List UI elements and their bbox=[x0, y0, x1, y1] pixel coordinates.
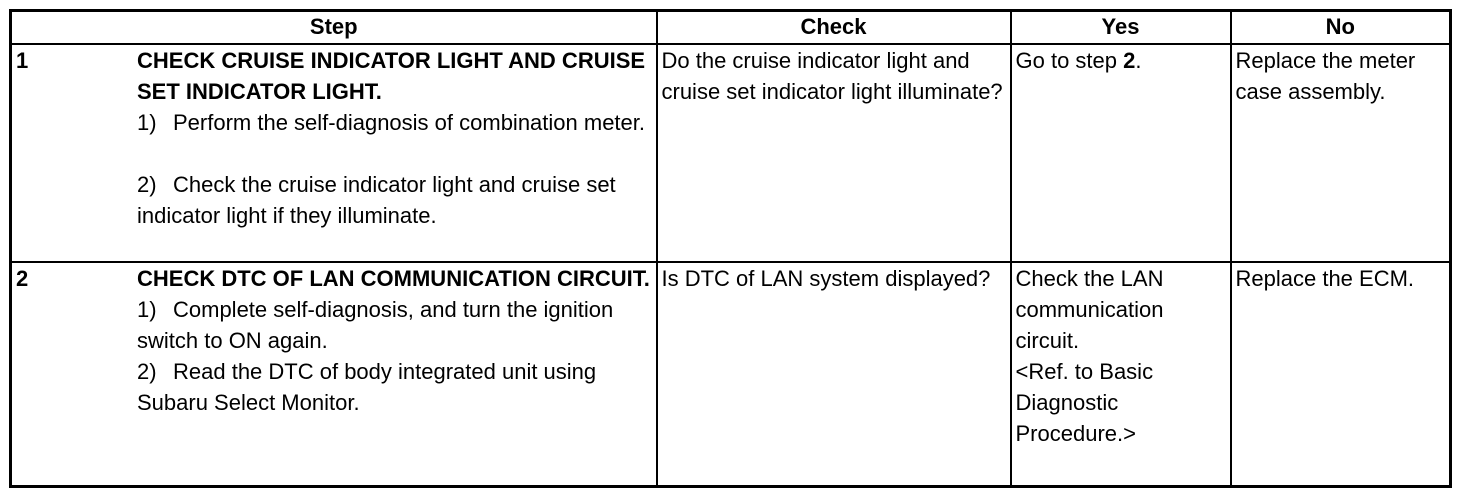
step-number: 1 bbox=[16, 48, 29, 73]
no-cell: Replace the ECM. bbox=[1231, 262, 1451, 487]
substep-number: 2) bbox=[137, 172, 157, 197]
step-title: CHECK DTC OF LAN COMMUNICATION CIRCUIT. bbox=[137, 265, 650, 291]
table-row bbox=[11, 262, 1451, 487]
table-row bbox=[11, 44, 1451, 262]
header-yes: Yes bbox=[1011, 11, 1231, 45]
substep bbox=[137, 169, 652, 231]
step-link[interactable]: 2 bbox=[1123, 48, 1136, 73]
header-step: Step bbox=[11, 11, 657, 45]
header-row bbox=[11, 11, 1451, 45]
step-cell bbox=[11, 44, 657, 262]
header-check: Check bbox=[657, 11, 1011, 45]
diagnostic-table bbox=[9, 9, 1452, 488]
substep-number: 1) bbox=[137, 110, 157, 135]
step-cell bbox=[11, 262, 657, 487]
substep-number: 2) bbox=[137, 358, 157, 384]
check-cell: Is DTC of LAN system displayed? bbox=[657, 262, 1011, 487]
substep-text: Complete self-diagnosis, and turn the ignition switch to ON again. bbox=[137, 296, 614, 353]
step-number: 2 bbox=[16, 265, 29, 291]
substep bbox=[137, 107, 652, 138]
step-body bbox=[137, 263, 652, 418]
reference-link[interactable]: <Ref. to Basic Diagnostic Procedure.> bbox=[1015, 358, 1154, 446]
no-cell: Replace the meter case assembly. bbox=[1231, 44, 1451, 262]
check-cell: Do the cruise indicator light and cruise set indicator light illuminate? bbox=[657, 44, 1011, 262]
yes-text: Go to step bbox=[1015, 48, 1124, 73]
step-body bbox=[137, 45, 652, 231]
substep-text: Perform the self-diagnosis of combination meter. bbox=[173, 110, 646, 135]
yes-cell bbox=[1011, 44, 1231, 262]
substep bbox=[137, 356, 652, 418]
yes-suffix: . bbox=[1135, 48, 1142, 73]
yes-cell bbox=[1011, 262, 1231, 487]
spacer bbox=[137, 138, 652, 169]
substep-number: 1) bbox=[137, 296, 157, 322]
substep bbox=[137, 294, 652, 356]
header-no: No bbox=[1231, 11, 1451, 45]
step-title: CHECK CRUISE INDICATOR LIGHT AND CRUISE SET INDICATOR LIGHT. bbox=[137, 48, 646, 104]
substep-text: Read the DTC of body integrated unit using Subaru Select Monitor. bbox=[137, 358, 597, 415]
yes-text: Check the LAN communication circuit. bbox=[1015, 265, 1164, 353]
substep-text: Check the cruise indicator light and cruise set indicator light if they illuminate. bbox=[137, 172, 616, 228]
